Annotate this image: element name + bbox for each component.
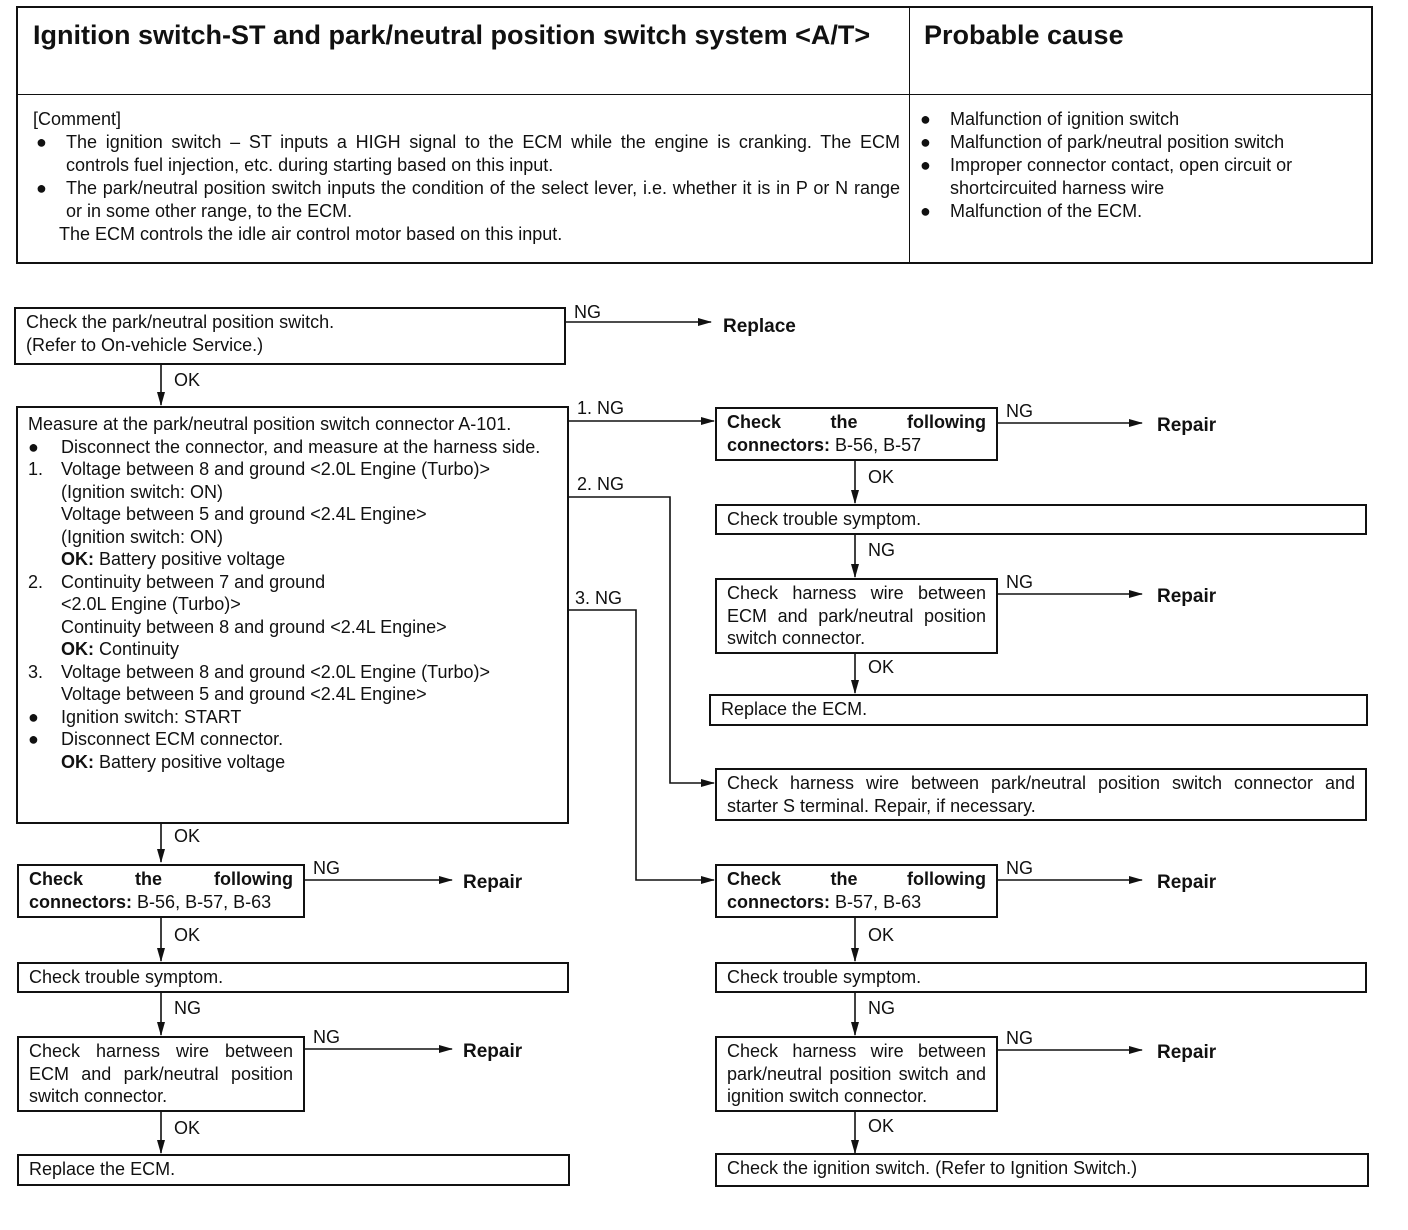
header-title: Ignition switch-ST and park/neutral position switch system <A/T> — [33, 20, 871, 50]
bullet-icon: ● — [920, 155, 931, 175]
arrow-2ng — [568, 497, 714, 783]
bullet-icon: ● — [920, 109, 931, 129]
ng-label: NG — [1006, 401, 1033, 421]
ok-label: OK — [868, 657, 895, 677]
comment-label: [Comment] — [33, 109, 122, 129]
repair-result: Repair — [1157, 586, 1217, 607]
ng1-label: 1. NG — [577, 398, 625, 418]
ng-label: NG — [1006, 1028, 1033, 1048]
r1-connector-check-box: Check the following connectors: B-56, B-57 — [715, 407, 998, 461]
comment-text: The park/neutral position switch inputs the condition of the select lever, i.e. whether it is in P or N range or in some other range, to the ECM. — [66, 178, 900, 221]
r1-harness-box: Check harness wire between ECM and park/neutral position switch connector. — [715, 578, 998, 654]
r3-check-ignition-box: Check the ignition switch. (Refer to Ignition Switch.) — [715, 1153, 1369, 1187]
bullet-icon: ● — [28, 729, 39, 749]
cause-item: ● Malfunction of park/neutral position switch — [920, 132, 1285, 152]
r2-harness-box: Check harness wire between park/neutral position switch connector and starter S terminal. Repair, if necessary. — [715, 768, 1367, 821]
left-connector-check-box: Check the following connectors: B-56, B-57, B-63 — [17, 864, 305, 918]
ok-label: OK — [174, 370, 201, 390]
ng-label: NG — [174, 998, 201, 1018]
cause-item: ● Malfunction of the ECM. — [920, 201, 1143, 221]
ng-label: NG — [313, 1027, 340, 1047]
replace-result: Replace — [723, 316, 796, 337]
ng-label: NG — [574, 302, 601, 322]
r1-symptom-box: Check trouble symptom. — [715, 504, 1367, 535]
comment-text: The ECM controls the idle air control motor based on this input. — [59, 224, 563, 244]
repair-result: Repair — [1157, 1042, 1217, 1063]
ok-label: OK — [174, 925, 201, 945]
ok-label: OK — [868, 467, 895, 487]
step2-measure-box: Measure at the park/neutral position switch connector A-101. ● Disconnect the connector, and measure at the harness side. 1. Voltage between 8 and ground <2.0L Engine (Turbo)> (Ignition switch: ON) Voltage between 5 and ground <2.4L Engine> (Ignition switch: ON) OK: Battery positive voltage 2. Continuity between 7 and ground <2.0L Engine (Turbo)> Continuity between 8 and ground <2.4L Engine> OK: Continuity 3. Voltage between 8 and ground <2.0L Engine (Turbo)> Voltage between 5 and ground <2.4L Engine> ● Ignition switch: START ● Disconnect ECM connector. OK: Battery positive voltage — [16, 406, 569, 824]
probable-cause-title: Probable cause — [924, 20, 1124, 50]
r1-replace-ecm-box: Replace the ECM. — [709, 694, 1368, 726]
ng-label: NG — [868, 998, 895, 1018]
cause-item: ● Malfunction of ignition switch — [920, 109, 1180, 129]
bullet-icon: ● — [28, 706, 39, 727]
repair-result: Repair — [1157, 872, 1217, 893]
left-harness-box: Check harness wire between ECM and park/neutral position switch connector. — [17, 1036, 305, 1112]
ok-label: OK — [868, 1116, 895, 1136]
ng3-label: 3. NG — [575, 588, 623, 608]
cause-item: ● Improper connector contact, open circuit or shortcircuited harness wire — [920, 155, 1293, 198]
bullet-icon: ● — [36, 132, 47, 152]
bullet-icon: ● — [920, 201, 931, 221]
ng-label: NG — [1006, 572, 1033, 592]
ok-label: OK — [868, 925, 895, 945]
arrow-3ng — [568, 610, 714, 880]
repair-result: Repair — [463, 1041, 523, 1062]
bullet-icon: ● — [28, 436, 39, 457]
ok-label: OK — [174, 1118, 201, 1138]
bullet-icon: ● — [36, 178, 47, 198]
left-symptom-box: Check trouble symptom. — [17, 962, 569, 993]
step1-box: Check the park/neutral position switch. (Refer to On-vehicle Service.) — [14, 307, 566, 365]
repair-result: Repair — [463, 872, 523, 893]
ng-label: NG — [868, 540, 895, 560]
bullet-icon: ● — [920, 132, 931, 152]
ng-label: NG — [313, 858, 340, 878]
repair-result: Repair — [1157, 415, 1217, 436]
ng2-label: 2. NG — [577, 474, 625, 494]
ng-label: NG — [1006, 858, 1033, 878]
r3-connector-check-box: Check the following connectors: B-57, B-63 — [715, 864, 998, 918]
r3-harness-box: Check harness wire between park/neutral position switch and ignition switch connector. — [715, 1036, 998, 1112]
left-replace-ecm-box: Replace the ECM. — [17, 1154, 570, 1186]
ok-label: OK — [174, 826, 201, 846]
comment-text: The ignition switch – ST inputs a HIGH signal to the ECM while the engine is cranking. The ECM controls fuel injection, etc. during starting based on this input. — [66, 132, 900, 175]
r3-symptom-box: Check trouble symptom. — [715, 962, 1367, 993]
